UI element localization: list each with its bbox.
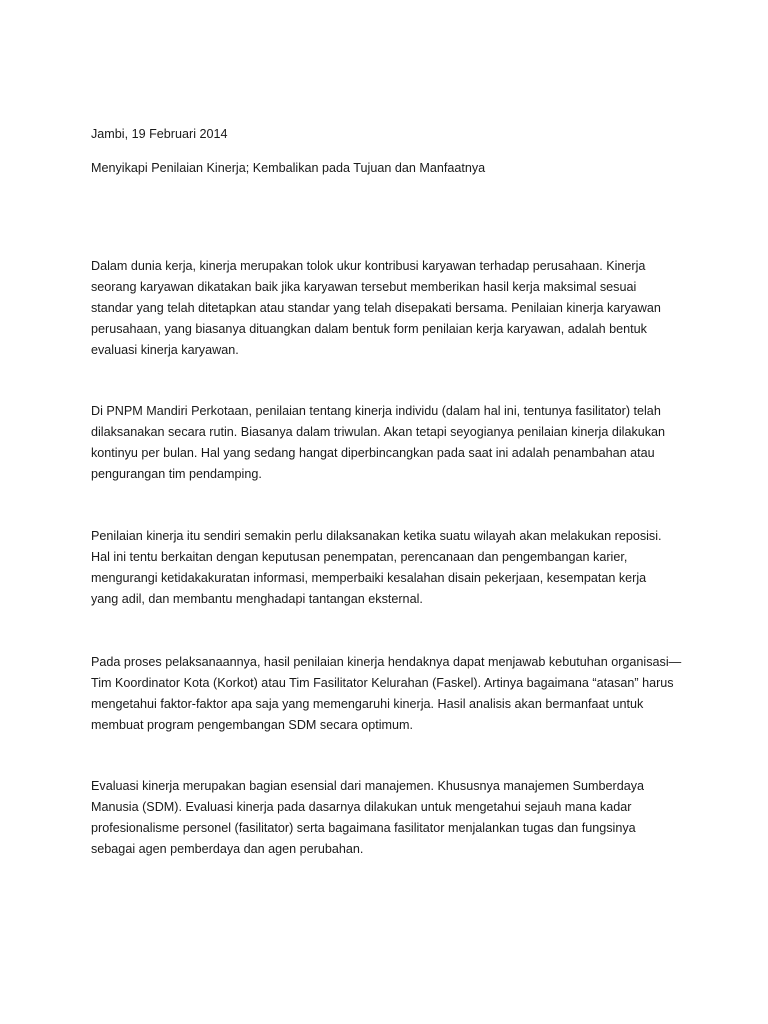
paragraph-line: Tim Koordinator Kota (Korkot) atau Tim Fasilitator Kelurahan (Faskel). Artinya bagaimana “atasan” harus [91, 676, 674, 690]
paragraph-line: Evaluasi kinerja merupakan bagian esensial dari manajemen. Khususnya manajemen Sumberdaya [91, 779, 645, 793]
paragraph-line: seorang karyawan dikatakan baik jika karyawan tersebut memberikan hasil kerja maksimal sesuai [91, 280, 637, 294]
document-date: Jambi, 19 Februari 2014 [91, 127, 228, 141]
paragraph-line: sebagai agen pemberdaya dan agen perubahan. [91, 842, 364, 856]
paragraph-line: mengetahui faktor-faktor apa saja yang memengaruhi kinerja. Hasil analisis akan bermanfaat untuk [91, 697, 644, 711]
paragraph-line: yang adil, dan membantu menghadapi tantangan eksternal. [91, 592, 423, 606]
paragraph-line: Hal ini tentu berkaitan dengan keputusan penempatan, perencanaan dan pengembangan karier, [91, 550, 628, 564]
paragraph-2 [91, 401, 691, 485]
paragraph-line: evaluasi kinerja karyawan. [91, 343, 239, 357]
paragraph-line: mengurangi ketidakakuratan informasi, memperbaiki kesalahan disain pekerjaan, kesempatan kerja [91, 571, 647, 585]
paragraph-1 [91, 256, 691, 361]
paragraph-3 [91, 526, 691, 610]
paragraph-line: dilaksanakan secara rutin. Biasanya dalam triwulan. Akan tetapi seyogianya penilaian kinerja dilakukan [91, 425, 666, 439]
paragraph-line: standar yang telah ditetapkan atau standar yang telah disepakati bersama. Penilaian kinerja karyawan [91, 301, 661, 315]
paragraph-line: membuat program pengembangan SDM secara optimum. [91, 718, 413, 732]
paragraph-line: perusahaan, yang biasanya dituangkan dalam bentuk form penilaian kerja karyawan, adalah bentuk [91, 322, 647, 336]
paragraph-5 [91, 776, 691, 860]
paragraph-line: Pada proses pelaksanaannya, hasil penilaian kinerja hendaknya dapat menjawab kebutuhan organisasi— [91, 655, 682, 669]
paragraph-line: pengurangan tim pendamping. [91, 467, 262, 481]
paragraph-4 [91, 652, 691, 736]
paragraph-line: kontinyu per bulan. Hal yang sedang hangat diperbincangkan pada saat ini adalah penambahan atau [91, 446, 655, 460]
paragraph-line: profesionalisme personel (fasilitator) serta bagaimana fasilitator menjalankan tugas dan fungsinya [91, 821, 636, 835]
paragraph-line: Manusia (SDM). Evaluasi kinerja pada dasarnya dilakukan untuk mengetahui sejauh mana kadar [91, 800, 632, 814]
document-title: Menyikapi Penilaian Kinerja; Kembalikan pada Tujuan dan Manfaatnya [91, 161, 486, 175]
paragraph-line: Dalam dunia kerja, kinerja merupakan tolok ukur kontribusi karyawan terhadap perusahaan. Kinerja [91, 259, 646, 273]
paragraph-line: Penilaian kinerja itu sendiri semakin perlu dilaksanakan ketika suatu wilayah akan melakukan reposisi. [91, 529, 662, 543]
paragraph-line: Di PNPM Mandiri Perkotaan, penilaian tentang kinerja individu (dalam hal ini, tentunya fasilitator) telah [91, 404, 661, 418]
